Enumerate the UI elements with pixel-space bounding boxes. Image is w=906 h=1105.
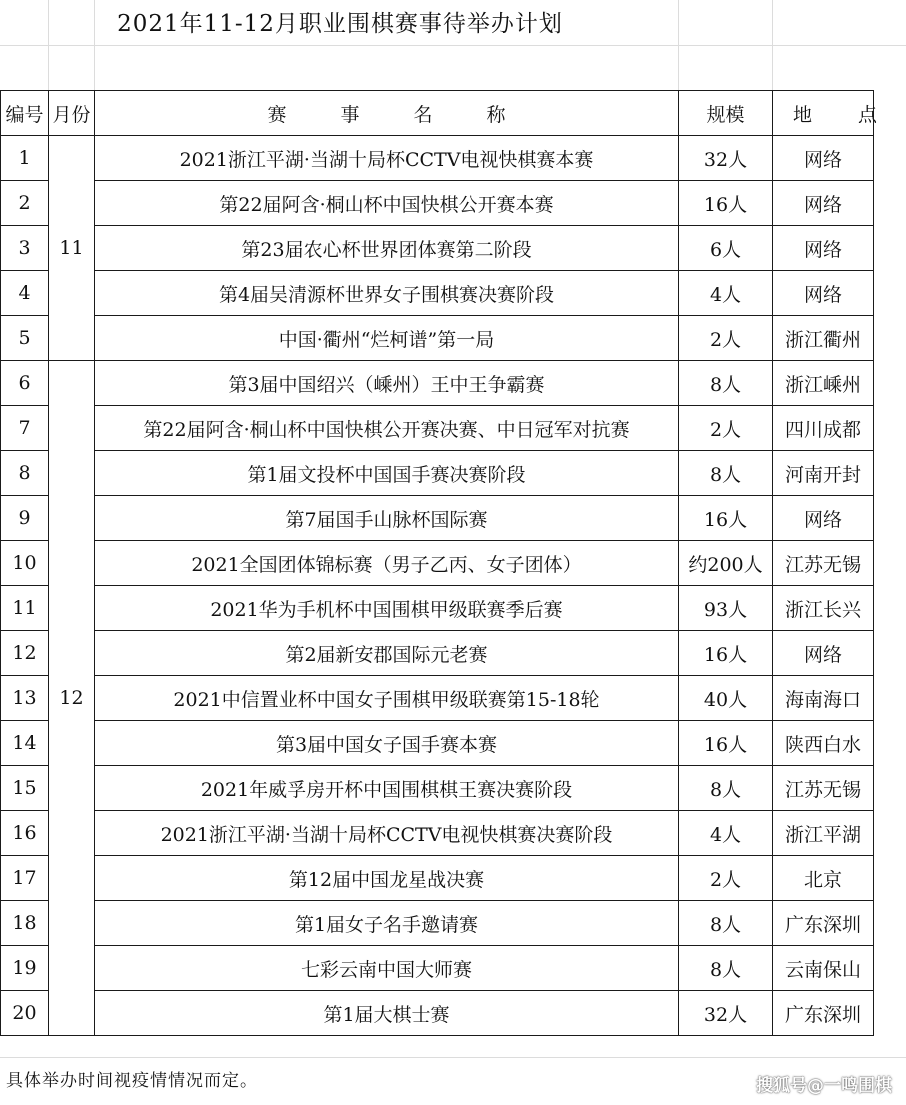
event-name: 第7届国手山脉杯国际赛 [95, 496, 679, 541]
table-row [1, 361, 874, 406]
event-place: 网络 [773, 496, 874, 541]
event-place: 北京 [773, 856, 874, 901]
event-place: 江苏无锡 [773, 766, 874, 811]
event-place: 浙江长兴 [773, 586, 874, 631]
event-size: 93人 [679, 586, 773, 631]
row-number: 16 [1, 811, 49, 856]
event-place: 江苏无锡 [773, 541, 874, 586]
header-row [1, 91, 874, 136]
event-place: 云南保山 [773, 946, 874, 991]
row-number: 4 [1, 271, 49, 316]
event-name: 第1届女子名手邀请赛 [95, 901, 679, 946]
event-name: 第23届农心杯世界团体赛第二阶段 [95, 226, 679, 271]
header-no: 编号 [1, 91, 49, 136]
event-size: 6人 [679, 226, 773, 271]
row-number: 11 [1, 586, 49, 631]
schedule-table [0, 90, 898, 1036]
event-place: 四川成都 [773, 406, 874, 451]
event-name: 第22届阿含·桐山杯中国快棋公开赛本赛 [95, 181, 679, 226]
event-size: 40人 [679, 676, 773, 721]
event-size: 8人 [679, 766, 773, 811]
table-row [1, 991, 874, 1036]
table-row [1, 811, 874, 856]
event-name: 第1届文投杯中国国手赛决赛阶段 [95, 451, 679, 496]
table-row [1, 676, 874, 721]
event-place: 网络 [773, 226, 874, 271]
event-size: 4人 [679, 811, 773, 856]
event-place: 网络 [773, 136, 874, 181]
event-place: 网络 [773, 181, 874, 226]
page-title: 2021年11-12月职业围棋赛事待举办计划 [117, 11, 563, 37]
event-place: 广东深圳 [773, 901, 874, 946]
event-size: 16人 [679, 181, 773, 226]
event-name: 第3届中国女子国手赛本赛 [95, 721, 679, 766]
event-name: 中国·衢州“烂柯谱”第一局 [95, 316, 679, 361]
event-place: 网络 [773, 631, 874, 676]
event-size: 2人 [679, 406, 773, 451]
event-place: 陕西白水 [773, 721, 874, 766]
event-size: 16人 [679, 496, 773, 541]
event-name: 第4届吴清源杯世界女子围棋赛决赛阶段 [95, 271, 679, 316]
month-cell: 12 [49, 361, 95, 1036]
table-body [1, 136, 874, 1036]
row-number: 1 [1, 136, 49, 181]
event-name: 2021浙江平湖·当湖十局杯CCTV电视快棋赛本赛 [95, 136, 679, 181]
row-number: 10 [1, 541, 49, 586]
header-month: 月份 [49, 91, 95, 136]
event-name: 第1届大棋士赛 [95, 991, 679, 1036]
row-number: 12 [1, 631, 49, 676]
row-number: 3 [1, 226, 49, 271]
event-size: 2人 [679, 856, 773, 901]
gridline [0, 45, 906, 46]
row-number: 17 [1, 856, 49, 901]
event-name: 2021年威孚房开杯中国围棋棋王赛决赛阶段 [95, 766, 679, 811]
event-size: 32人 [679, 991, 773, 1036]
event-size: 8人 [679, 451, 773, 496]
table-row [1, 316, 874, 361]
row-number: 20 [1, 991, 49, 1036]
row-number: 6 [1, 361, 49, 406]
header-name: 赛 事 名 称 [95, 91, 679, 136]
row-number: 2 [1, 181, 49, 226]
event-size: 16人 [679, 721, 773, 766]
event-name: 第2届新安郡国际元老赛 [95, 631, 679, 676]
event-place: 浙江嵊州 [773, 361, 874, 406]
event-place: 网络 [773, 271, 874, 316]
table-row [1, 721, 874, 766]
table-row [1, 136, 874, 181]
event-size: 8人 [679, 361, 773, 406]
row-number: 14 [1, 721, 49, 766]
event-size: 8人 [679, 901, 773, 946]
row-number: 9 [1, 496, 49, 541]
event-size: 4人 [679, 271, 773, 316]
table-row [1, 856, 874, 901]
event-size: 约200人 [679, 541, 773, 586]
row-number: 8 [1, 451, 49, 496]
event-name: 2021中信置业杯中国女子围棋甲级联赛第15-18轮 [95, 676, 679, 721]
event-place: 广东深圳 [773, 991, 874, 1036]
table-row [1, 541, 874, 586]
event-name: 第3届中国绍兴（嵊州）王中王争霸赛 [95, 361, 679, 406]
event-place: 海南海口 [773, 676, 874, 721]
table-row [1, 946, 874, 991]
table-row [1, 451, 874, 496]
event-name: 2021华为手机杯中国围棋甲级联赛季后赛 [95, 586, 679, 631]
table-row [1, 631, 874, 676]
event-name: 第22届阿含·桐山杯中国快棋公开赛决赛、中日冠军对抗赛 [95, 406, 679, 451]
row-number: 15 [1, 766, 49, 811]
event-place: 河南开封 [773, 451, 874, 496]
table-row [1, 271, 874, 316]
header-size: 规模 [679, 91, 773, 136]
row-number: 19 [1, 946, 49, 991]
event-size: 8人 [679, 946, 773, 991]
event-size: 32人 [679, 136, 773, 181]
table-row [1, 181, 874, 226]
gridline [772, 0, 773, 90]
table-row [1, 766, 874, 811]
footnote: 具体举办时间视疫情情况而定。 [6, 1071, 258, 1091]
event-name: 2021浙江平湖·当湖十局杯CCTV电视快棋赛决赛阶段 [95, 811, 679, 856]
event-name: 2021全国团体锦标赛（男子乙丙、女子团体） [95, 541, 679, 586]
table-row [1, 226, 874, 271]
table-row [1, 586, 874, 631]
event-name: 第12届中国龙星战决赛 [95, 856, 679, 901]
event-size: 2人 [679, 316, 773, 361]
table-row [1, 406, 874, 451]
event-place: 浙江衢州 [773, 316, 874, 361]
event-name: 七彩云南中国大师赛 [95, 946, 679, 991]
row-number: 13 [1, 676, 49, 721]
watermark: 搜狐号@一鸣围棋 [756, 1076, 892, 1096]
header-place: 地 点 [773, 91, 874, 136]
row-number: 7 [1, 406, 49, 451]
event-place: 浙江平湖 [773, 811, 874, 856]
gridline [0, 1057, 906, 1058]
event-size: 16人 [679, 631, 773, 676]
row-number: 5 [1, 316, 49, 361]
table-row [1, 496, 874, 541]
table-row [1, 901, 874, 946]
row-number: 18 [1, 901, 49, 946]
month-cell: 11 [49, 136, 95, 361]
